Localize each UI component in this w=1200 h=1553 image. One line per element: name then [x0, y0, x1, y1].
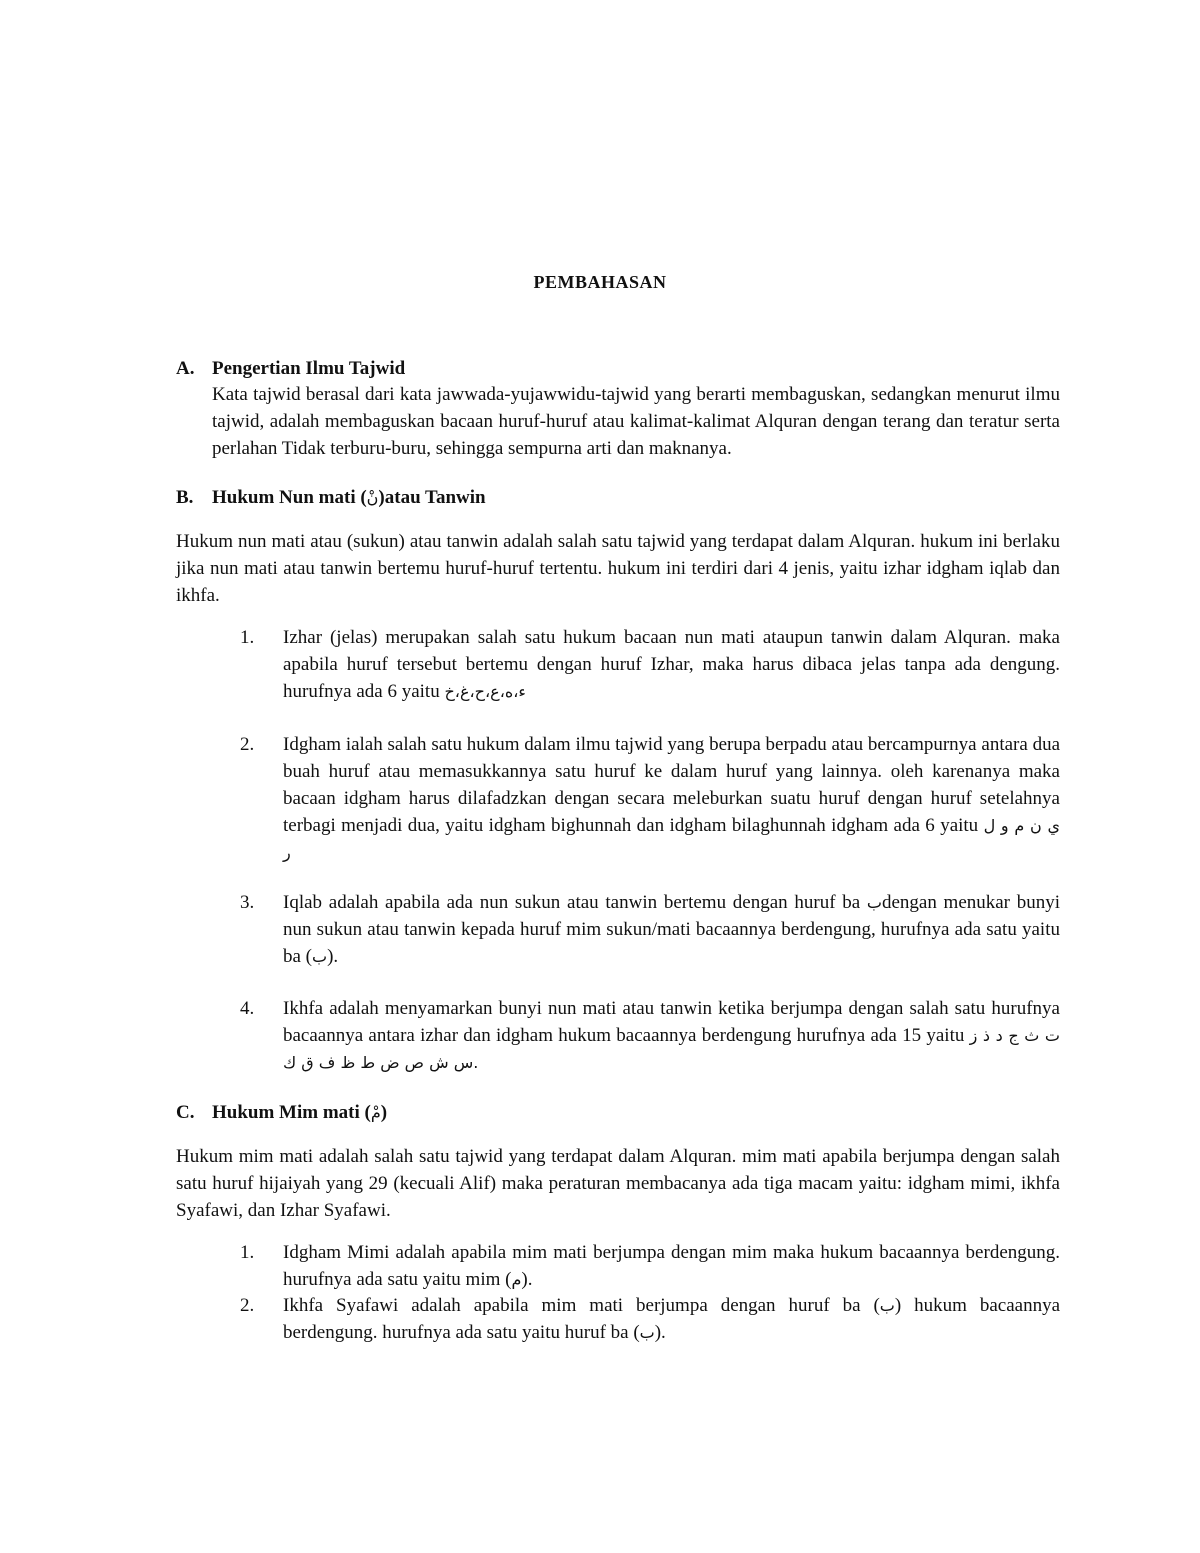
section-b-title-end: )atau Tanwin	[378, 487, 486, 508]
page-title: PEMBAHASAN	[533, 272, 667, 292]
section-b-list-item-4	[240, 995, 1060, 1076]
list-text-end: ).	[654, 1322, 666, 1343]
section-c-list-item-2	[240, 1292, 1060, 1346]
list-text: Ikhfa Syafawi adalah apabila mim mati berjumpa dengan huruf ba (	[283, 1295, 880, 1316]
list-text-end: ).	[521, 1269, 533, 1290]
list-number: 1.	[240, 627, 255, 648]
list-number: 4.	[240, 998, 255, 1019]
list-text: Idgham ialah salah satu hukum dalam ilmu tajwid yang berupa berpadu atau bercampurnya antara dua buah huruf atau memasukkannya satu huruf ke dalam huruf yang lainnya. oleh karenanya maka bacaan idgham harus dilafadzkan dengan secara meleburkan suatu huruf dengan huruf setelahnya terbagi menjadi dua, yaitu idgham bighunnah dan idgham bilaghunnah idgham ada 6 yaitu	[283, 734, 1060, 836]
arabic-letter: ب	[312, 947, 328, 966]
section-b-list-item-1	[240, 624, 1060, 705]
section-c-title-arabic: مْ	[370, 1103, 381, 1122]
section-b-heading	[176, 487, 486, 509]
list-text-continued: dengan menukar bunyi nun sukun atau tanwin kepada huruf mim sukun/mati bacaannya berdengung, hurufnya ada satu yaitu ba (	[283, 892, 1061, 967]
section-c-paragraph: Hukum mim mati adalah salah satu tajwid yang terdapat dalam Alquran. mim mati apabila berjumpa dengan salah satu huruf hijaiyah yang 29 (kecuali Alif) maka peraturan membacanya ada tiga macam yaitu: idgham mimi, ikhfa Syafawi, dan Izhar Syafawi.	[176, 1146, 1060, 1221]
section-b-list-item-2	[240, 731, 1060, 866]
list-number: 2.	[240, 1295, 255, 1316]
list-text: Idgham Mimi adalah apabila mim mati berjumpa dengan mim maka hukum bacaannya berdengung. hurufnya ada satu yaitu mim (	[283, 1242, 1060, 1290]
list-number: 3.	[240, 892, 255, 913]
arabic-letter: م	[511, 1270, 522, 1289]
list-text: Iqlab adalah apabila ada nun sukun atau tanwin bertemu dengan huruf ba	[283, 892, 867, 913]
section-c-list-item-1	[240, 1239, 1060, 1293]
section-b-list-item-3	[240, 889, 1060, 970]
list-text-end: ).	[327, 946, 339, 967]
section-c-title-start: Hukum Mim mati (	[212, 1102, 371, 1123]
list-number: 1.	[240, 1242, 255, 1263]
list-text: Ikhfa adalah menyamarkan bunyi nun mati atau tanwin ketika berjumpa dengan salah satu hurufnya bacaannya antara izhar dan idgham hukum bacaannya berdengung hurufnya ada 15 yaitu	[283, 998, 1060, 1046]
section-b-title-arabic: نْ	[366, 488, 379, 507]
arabic-letter: ب	[866, 893, 882, 912]
list-text-continued: ) hukum bacaannya berdengung. hurufnya ada satu yaitu huruf ba (	[283, 1295, 1061, 1343]
section-b-letter: B.	[176, 487, 194, 508]
section-b-paragraph: Hukum nun mati atau (sukun) atau tanwin adalah salah satu tajwid yang terdapat dalam Alquran. hukum ini berlaku jika nun mati atau tanwin bertemu huruf-huruf tertentu. hukum ini terdiri dari 4 jenis, yaitu izhar idgham iqlab dan ikhfa.	[176, 531, 1060, 606]
arabic-letter: ب	[639, 1323, 655, 1342]
section-a-heading	[176, 358, 405, 380]
section-b-title-start: Hukum Nun mati (	[212, 487, 367, 508]
section-a-paragraph: Kata tajwid berasal dari kata jawwada-yujawwidu-tajwid yang berarti membaguskan, sedangkan menurut ilmu tajwid, adalah membaguskan bacaan huruf-huruf atau kalimat-kalimat Alquran dengan terang dan teratur serta perlahan Tidak terburu-buru, sehingga sempurna arti dan maknanya.	[212, 384, 1060, 459]
section-a-letter: A.	[176, 358, 195, 379]
arabic-letter: ب	[879, 1296, 895, 1315]
section-c-heading	[176, 1102, 387, 1124]
list-text: Izhar (jelas) merupakan salah satu hukum bacaan nun mati ataupun tanwin dalam Alquran. maka apabila huruf tersebut bertemu dengan huruf Izhar, maka harus dibaca jelas tanpa ada dengung. hurufnya ada 6 yaitu	[283, 627, 1060, 702]
list-number: 2.	[240, 734, 255, 755]
arabic-letters: ء،ه،ع،ح،غ،خ	[444, 682, 526, 701]
section-c-letter: C.	[176, 1102, 195, 1123]
arabic-letters: ي ن م و ل ر	[283, 816, 1061, 862]
section-c-title-end: )	[380, 1102, 388, 1123]
arabic-letters: ت ث ج د ذ ز س ش ص ض ط ظ ف ق ك.	[283, 1026, 1060, 1072]
section-a-title: Pengertian Ilmu Tajwid	[212, 358, 406, 379]
